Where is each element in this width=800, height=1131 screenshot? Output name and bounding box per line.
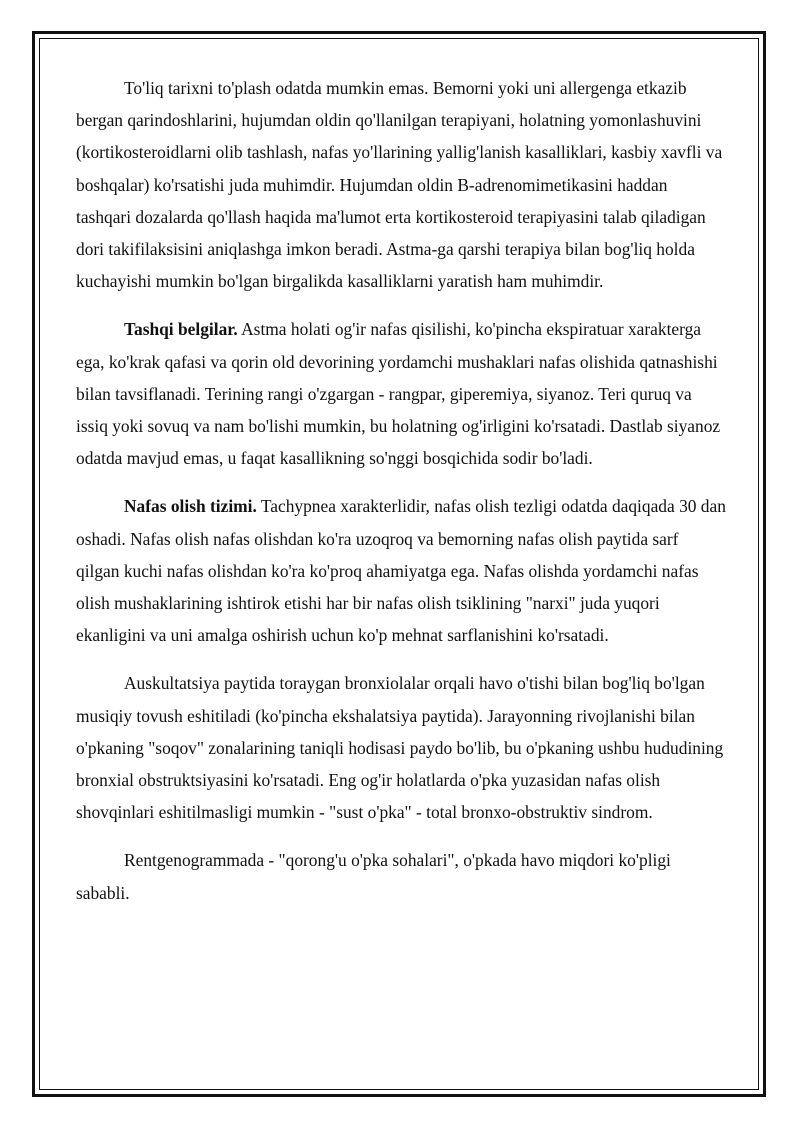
paragraph-heading: Nafas olish tizimi. [124,496,257,517]
paragraph-radiography [76,844,726,908]
paragraph-text: To'liq tarixni to'plash odatda mumkin emas. Bemorni yoki uni allergenga etkazib bergan qarindoshlarini, hujumdan oldin qo'llanilgan terapiyani, holatning yomonlashuvini (kortikosteroidlarni olib tashlash, nafas yo'llarining yallig'lanish kasalliklari, kasbiy xavfli va boshqalar) ko'rsatishi juda muhimdir. Hujumdan oldin B-adrenomimetikasini haddan tashqari dozalarda qo'llash haqida ma'lumot erta kortikosteroid terapiyasini talab qiladigan dori takifilaksisini aniqlashga imkon beradi. Astma-ga qarshi terapiya bilan bog'liq holda kuchayishi mumkin bo'lgan birgalikda kasalliklarni yaratish ham muhimdir. [76,78,723,292]
paragraph-respiratory-system [76,490,726,651]
paragraph-history [76,72,726,297]
paragraph-text: Rentgenogrammada - "qorong'u o'pka sohalari", o'pkada havo miqdori ko'pligi sababli. [76,850,671,903]
paragraph-heading: Tashqi belgilar. [124,319,238,340]
paragraph-text: Auskultatsiya paytida toraygan bronxiolalar orqali havo o'tishi bilan bog'liq bo'lgan musiqiy tovush eshitiladi (ko'pincha ekshalatsiya paytida). Jarayonning rivojlanishi bilan o'pkaning "soqov" zonalarining taniqli hodisasi paydo bo'lib, bu o'pkaning ushbu hududining bronxial obstruktsiyasini ko'rsatadi. Eng og'ir holatlarda o'pka yuzasidan nafas olish shovqinlari eshitilmasligi mumkin - "sust o'pka" - total bronxo-obstruktiv sindrom. [76,673,724,823]
document-body [76,72,726,925]
paragraph-auscultation [76,667,726,828]
paragraph-text: Astma holati og'ir nafas qisilishi, ko'pincha ekspiratuar xarakterga ega, ko'krak qafasi va qorin old devorining yordamchi mushaklari nafas olishida qatnashishi bilan tavsiflanadi. Terining rangi o'zgargan - rangpar, giperemiya, siyanoz. Teri quruq va issiq yoki sovuq va nam bo'lishi mumkin, bu holatning og'irligini ko'rsatadi. Dastlab siyanoz odatda mavjud emas, u faqat kasallikning so'nggi bosqichida sodir bo'ladi. [76,319,721,469]
paragraph-text: Tachypnea xarakterlidir, nafas olish tezligi odatda daqiqada 30 dan oshadi. Nafas olish nafas olishdan ko'ra uzoqroq va bemorning nafas olish paytida sarf qilgan kuchi nafas olishdan ko'ra ko'proq ahamiyatga ega. Nafas olishda yordamchi nafas olish mushaklarining ishtirok etishi har bir nafas olish tsiklining "narxi" juda yuqori ekanligini va uni amalga oshirish uchun ko'p mehnat sarflanishini ko'rsatadi. [76,496,726,646]
paragraph-external-signs [76,313,726,474]
